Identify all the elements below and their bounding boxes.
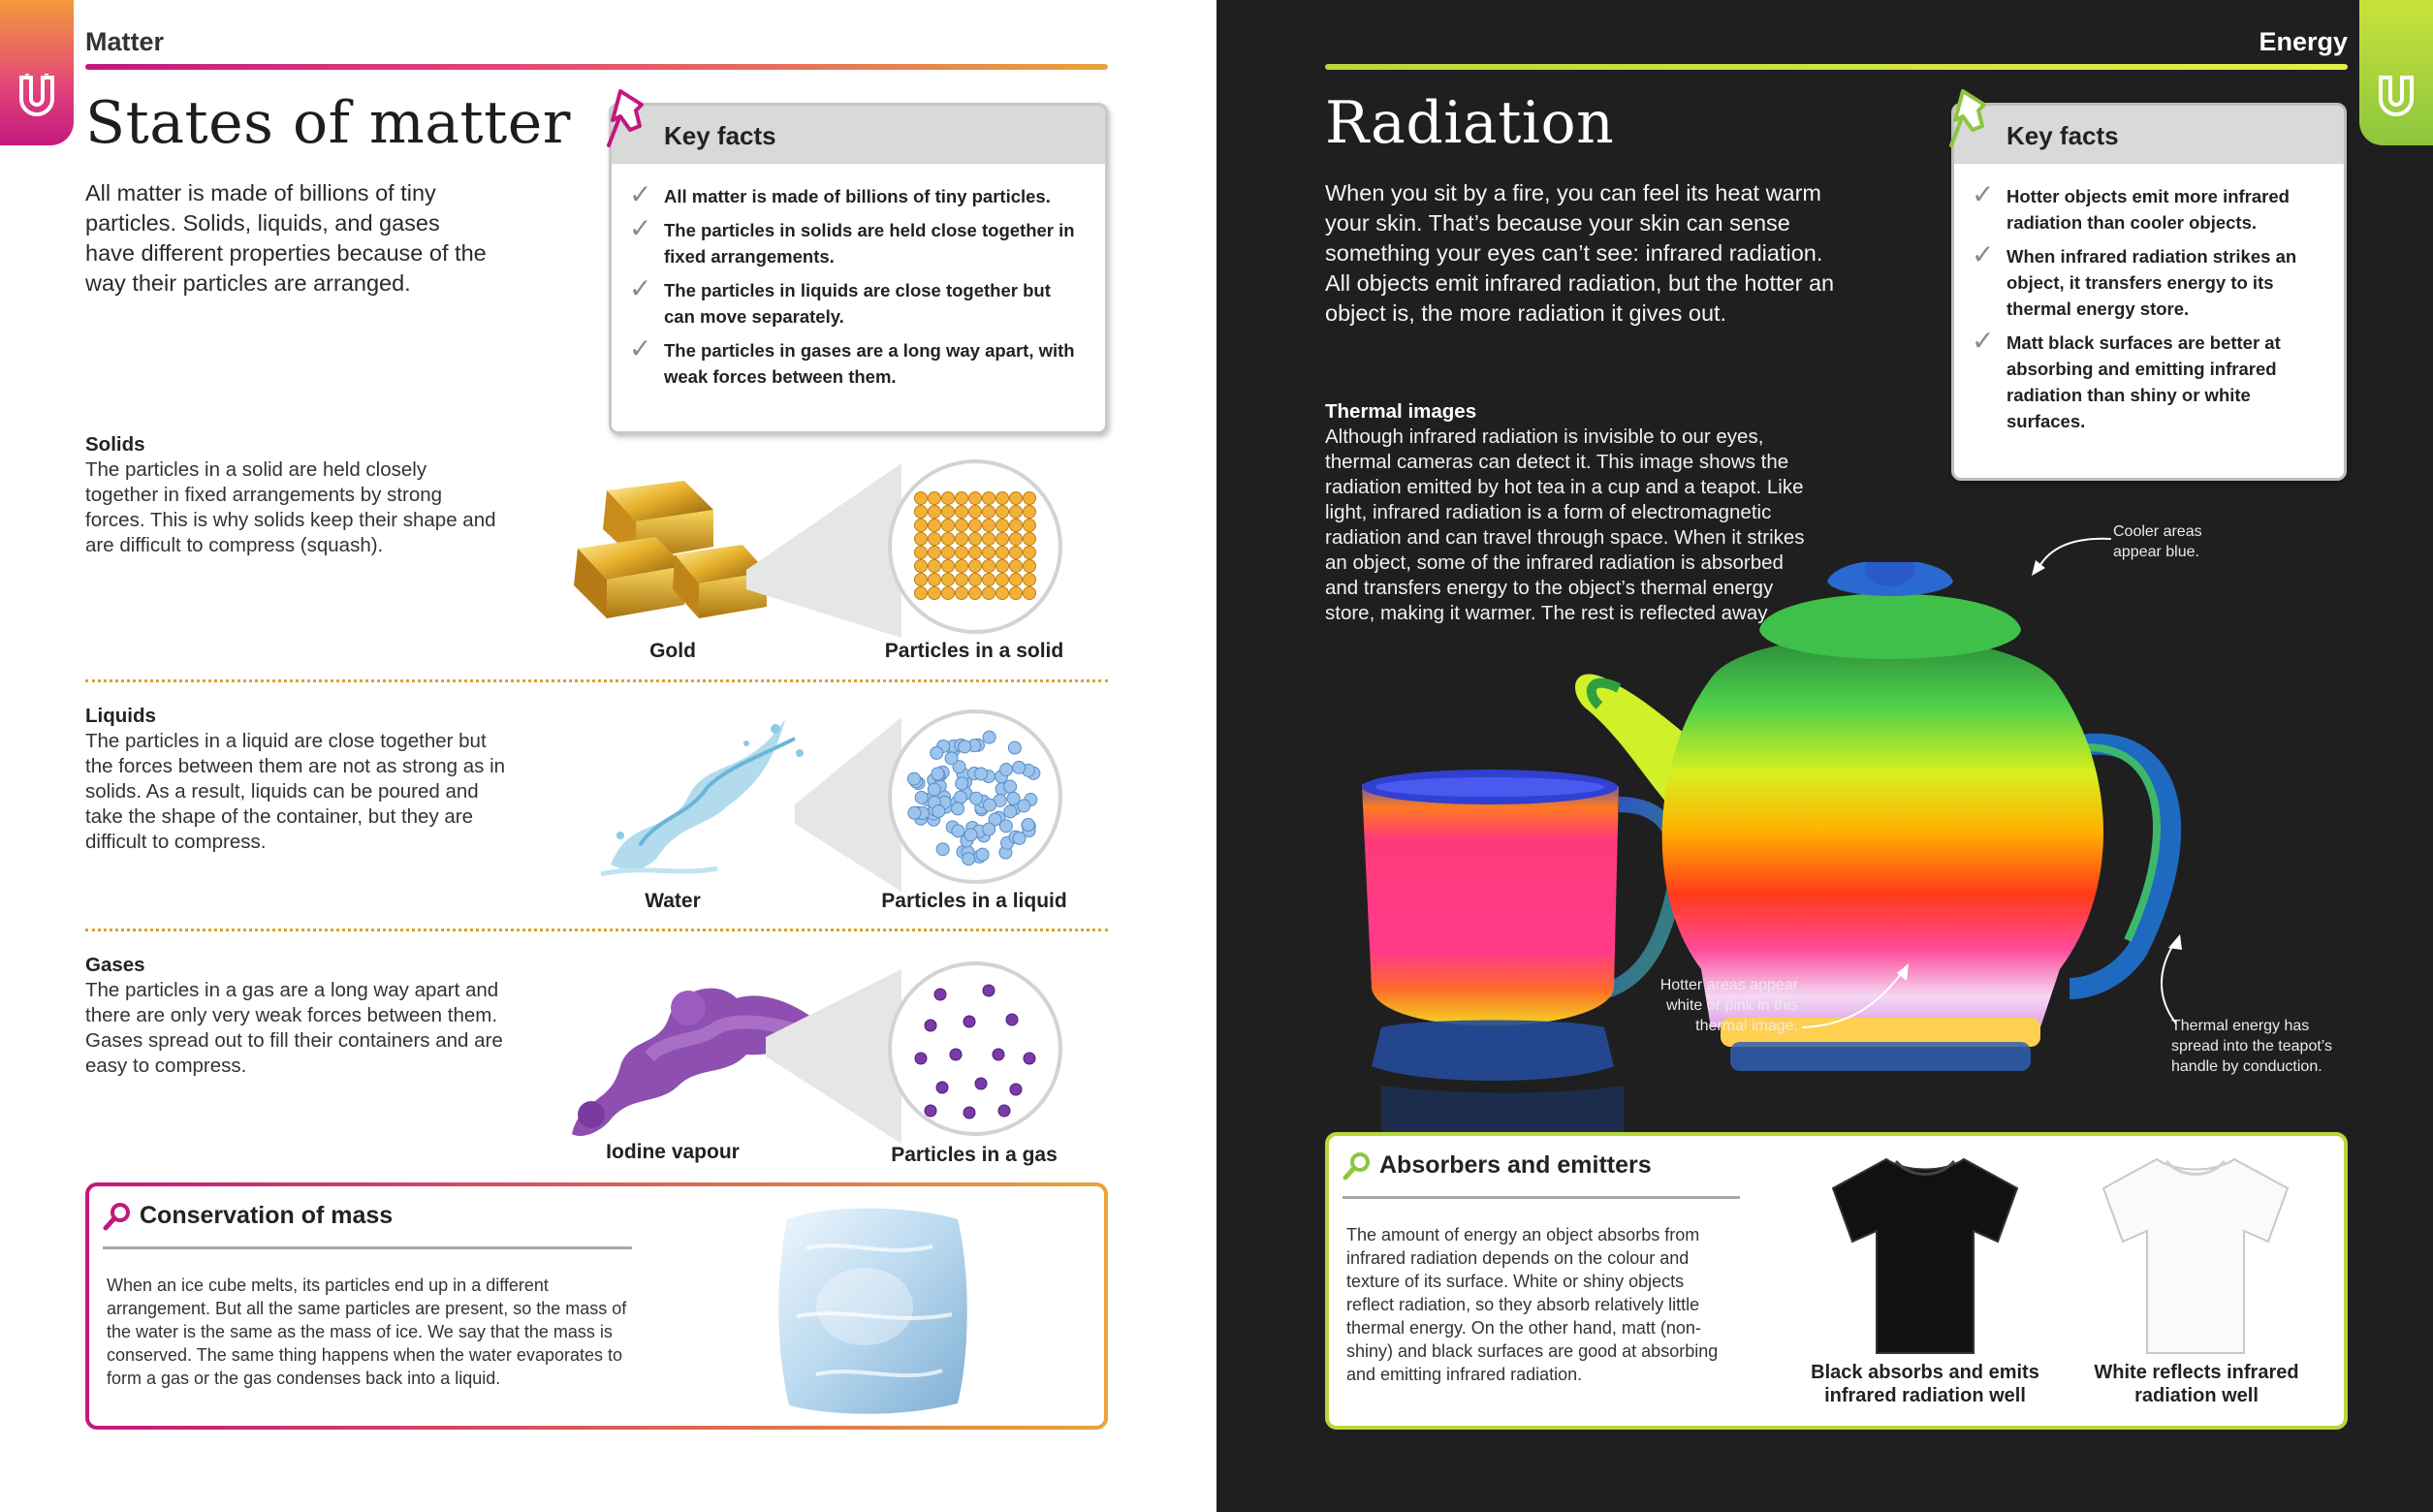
- particle: [996, 506, 1009, 519]
- particle: [1010, 492, 1023, 505]
- particle: [915, 492, 928, 505]
- particle: [998, 1105, 1010, 1117]
- particle: [964, 829, 977, 841]
- particle: [999, 820, 1012, 833]
- particle: [929, 492, 941, 505]
- magnet-icon: [16, 74, 58, 122]
- particle: [925, 1020, 936, 1031]
- particle: [969, 587, 982, 600]
- absorbers-box: [1325, 1132, 2348, 1430]
- particle: [956, 547, 968, 559]
- particle: [936, 1082, 948, 1093]
- key-facts-list: [612, 164, 1105, 390]
- particle: [1024, 1053, 1035, 1064]
- particle: [929, 547, 941, 559]
- white-tshirt-caption: White reflects infrared radiation well: [2094, 1362, 2299, 1406]
- section-label: Energy: [2259, 27, 2348, 56]
- handle-annotation: Thermal energy has spread into the teapot’s handle by conduction.: [2171, 1018, 2333, 1075]
- particle: [975, 768, 988, 780]
- absorbers-text: The amount of energy an object absorbs from infrared radiation depends on the colour and texture of its surface. White or shiny objects reflect radiation, so they absorb relatively little thermal energy. On the other hand, matt (non-shiny) and black surfaces are good at absorbing and emitting infrared radiation.: [1346, 1225, 1719, 1384]
- particle: [970, 792, 983, 804]
- particle: [969, 492, 982, 505]
- particle: [983, 506, 995, 519]
- particle: [1024, 492, 1036, 505]
- magnify-cone: [795, 717, 901, 892]
- particle: [932, 805, 945, 818]
- check-icon: ✓: [629, 213, 652, 243]
- particle: [1004, 805, 1017, 818]
- black-tshirt-caption: Black absorbs and emits infrared radiation well: [1811, 1362, 2039, 1406]
- particle: [1010, 506, 1023, 519]
- particle: [1024, 574, 1036, 586]
- white-tshirt-image: [2089, 1150, 2302, 1363]
- particle: [969, 574, 982, 586]
- particle: [1010, 1084, 1022, 1095]
- particle: [915, 520, 928, 532]
- black-tshirt-image: [1818, 1150, 2032, 1363]
- particle: [908, 806, 921, 819]
- gases-heading: Gases: [85, 954, 145, 976]
- solid-particles-caption: Particles in a solid: [884, 640, 1064, 662]
- particle: [969, 533, 982, 546]
- gold-caption: Gold: [649, 640, 696, 662]
- particle: [959, 740, 971, 753]
- particle: [976, 848, 989, 861]
- page-title: Radiation: [1325, 89, 1615, 157]
- conservation-rule: [103, 1246, 632, 1249]
- liquids-heading: Liquids: [85, 705, 156, 727]
- particle: [1024, 520, 1036, 532]
- particle: [1024, 560, 1036, 573]
- particle: [932, 768, 944, 780]
- particle: [942, 506, 955, 519]
- particle: [1010, 533, 1023, 546]
- intro-text: All matter is made of billions of tiny particles. Solids, liquids, and gases have different properties because of the way their particles are arranged.: [85, 180, 487, 296]
- page-title: States of matter: [85, 89, 571, 157]
- particle: [983, 731, 995, 743]
- particle: [934, 989, 946, 1000]
- particle: [969, 520, 982, 532]
- particle: [983, 985, 995, 996]
- particle: [956, 560, 968, 573]
- particle: [1024, 547, 1036, 559]
- thermal-heading: Thermal images: [1325, 400, 1477, 423]
- particle: [983, 492, 995, 505]
- gold-bars-image: [568, 471, 772, 626]
- particle: [945, 752, 958, 765]
- particle: [996, 560, 1009, 573]
- arrow-icon: [1798, 960, 1914, 1037]
- particle: [928, 783, 940, 796]
- particle: [929, 506, 941, 519]
- particle: [942, 547, 955, 559]
- particle: [954, 791, 966, 803]
- absorbers-heading: Absorbers and emitters: [1379, 1151, 1652, 1179]
- particle: [956, 574, 968, 586]
- particle: [1022, 818, 1034, 831]
- particle: [1010, 520, 1023, 532]
- particle: [942, 520, 955, 532]
- particle: [1024, 506, 1036, 519]
- particle: [1006, 1014, 1018, 1025]
- particle: [1010, 587, 1023, 600]
- particle: [942, 492, 955, 505]
- key-fact-item: ✓ The particles in solids are held close together in fixed arrangements.: [629, 213, 1075, 267]
- particle: [983, 574, 995, 586]
- key-facts-box: [609, 103, 1108, 434]
- particle: [1013, 761, 1026, 773]
- check-icon: ✓: [629, 333, 652, 363]
- ice-cube-image: [768, 1200, 975, 1419]
- magnify-cone: [766, 969, 901, 1144]
- magnet-icon: [2375, 74, 2417, 122]
- iodine-caption: Iodine vapour: [606, 1141, 740, 1163]
- water-splash-image: [591, 700, 814, 884]
- magnifier-icon: [1343, 1151, 1372, 1181]
- pushpin-icon: [1945, 83, 2000, 151]
- particle: [1024, 533, 1036, 546]
- solids-text: The particles in a solid are held closely together in fixed arrangements by strong forces. This is why solids keep their shape and are difficult to compress (squash).: [85, 458, 496, 556]
- particle: [929, 533, 941, 546]
- check-icon: ✓: [1972, 179, 1995, 209]
- particle: [942, 533, 955, 546]
- liquid-particles: [892, 713, 1059, 880]
- particle: [975, 1078, 987, 1089]
- particle: [929, 587, 941, 600]
- check-icon: ✓: [629, 179, 652, 209]
- particle: [964, 1107, 975, 1118]
- particle: [983, 547, 995, 559]
- particle: [969, 560, 982, 573]
- particle: [915, 560, 928, 573]
- particle: [996, 574, 1009, 586]
- particle: [956, 587, 968, 600]
- intro-text: When you sit by a fire, you can feel its heat warm your skin. That’s because your skin can sense something your eyes can’t see: infrared radiation. All objects emit infrared radiation, but the hotter an object is, the more radiation it gives out.: [1325, 180, 1835, 326]
- particle: [952, 803, 964, 815]
- particle: [983, 533, 995, 546]
- particle: [983, 587, 995, 600]
- divider: [85, 679, 1108, 682]
- particle: [942, 574, 955, 586]
- particle: [929, 574, 941, 586]
- particle: [915, 547, 928, 559]
- water-caption: Water: [645, 890, 701, 912]
- magnify-cone: [746, 463, 901, 638]
- right-page: [1216, 0, 2433, 1512]
- cooler-annotation: Cooler areas appear blue.: [2113, 523, 2202, 560]
- particle: [925, 1105, 936, 1117]
- particle: [963, 853, 975, 866]
- header-rule: [85, 64, 1108, 70]
- section-label: Matter: [85, 27, 165, 56]
- arrow-icon: [2026, 531, 2115, 580]
- particle: [996, 547, 1009, 559]
- particle: [993, 1049, 1004, 1060]
- liquids-text: The particles in a liquid are close together but the forces between them are not as strong as in solids. As a result, liquids can be poured and take the shape of the container, but they are difficult to compress.: [85, 730, 506, 853]
- left-page: [0, 0, 1216, 1512]
- particle: [969, 506, 982, 519]
- particle: [952, 825, 964, 837]
- solid-particles: [892, 463, 1059, 630]
- particle: [1000, 764, 1013, 776]
- particle: [956, 533, 968, 546]
- key-fact-item: ✓ The particles in gases are a long way apart, with weak forces between them.: [629, 333, 1075, 387]
- particle: [950, 1049, 962, 1060]
- particle: [929, 520, 941, 532]
- key-facts-heading: Key facts: [612, 106, 1105, 164]
- particle: [996, 492, 1009, 505]
- particle: [1010, 547, 1023, 559]
- particle: [942, 587, 955, 600]
- gas-particles-circle: [888, 961, 1062, 1136]
- energy-tab: [2359, 0, 2433, 145]
- key-facts-box: [1951, 103, 2347, 481]
- absorbers-rule: [1343, 1196, 1740, 1199]
- particle: [1013, 832, 1026, 844]
- particle: [956, 492, 968, 505]
- key-facts-list: [1954, 164, 2344, 434]
- particle: [907, 772, 920, 785]
- check-icon: ✓: [629, 273, 652, 303]
- particle: [1024, 587, 1036, 600]
- particle: [1010, 574, 1023, 586]
- particle: [956, 777, 968, 790]
- pushpin-icon: [603, 83, 657, 151]
- solids-heading: Solids: [85, 433, 145, 456]
- particle: [996, 520, 1009, 532]
- key-facts-heading: Key facts: [1954, 106, 2344, 164]
- particle: [983, 520, 995, 532]
- matter-tab: [0, 0, 74, 145]
- gases-text: The particles in a gas are a long way apart and there are only very weak forces between them. Gases spread out to fill their containers and are easy to compress.: [85, 979, 503, 1077]
- key-fact-item: ✓ When infrared radiation strikes an object, it transfers energy to its thermal energy store.: [1972, 239, 2297, 319]
- particle: [915, 791, 928, 803]
- particle: [915, 506, 928, 519]
- solid-particles-circle: [888, 459, 1062, 634]
- liquid-particles-caption: Particles in a liquid: [881, 890, 1067, 912]
- key-fact-item: ✓ Hotter objects emit more infrared radiation than cooler objects.: [1972, 179, 2290, 233]
- particle: [983, 799, 995, 811]
- magnifier-icon: [103, 1202, 132, 1231]
- particle: [915, 533, 928, 546]
- key-fact-item: ✓ The particles in liquids are close together but can move separately.: [629, 273, 1051, 327]
- particle: [956, 520, 968, 532]
- conservation-box: [85, 1182, 1108, 1430]
- particle: [996, 533, 1009, 546]
- particle: [1010, 560, 1023, 573]
- check-icon: ✓: [1972, 326, 1995, 356]
- particle: [1004, 780, 1017, 793]
- particle: [1018, 800, 1030, 812]
- thermal-text: Although infrared radiation is invisible to our eyes, thermal cameras can detect it. This image shows the radiation emitted by hot tea in a cup and a teapot. Like light, infrared radiation is a form of electromagnetic radiation and can travel through space. When it strikes an object, some of the infrared radiation is absorbed and transfers energy to the object’s thermal energy store, making it warmer. The rest is reflected away.: [1325, 425, 1805, 624]
- hotter-annotation: Hotter areas appear white or pink in this thermal image.: [1659, 977, 1798, 1034]
- liquid-particles-circle: [888, 709, 1062, 884]
- particle: [915, 1053, 927, 1064]
- divider: [85, 929, 1108, 931]
- key-fact-item: ✓ Matt black surfaces are better at absorbing and emitting infrared radiation than shiny or white surfaces.: [1972, 326, 2281, 431]
- key-fact-item: ✓ All matter is made of billions of tiny particles.: [629, 179, 1051, 209]
- gas-particles-caption: Particles in a gas: [891, 1144, 1058, 1166]
- particle: [983, 823, 995, 835]
- particle: [915, 574, 928, 586]
- particle: [929, 560, 941, 573]
- arrow-icon: [2147, 930, 2205, 1027]
- particle: [936, 843, 949, 856]
- particle: [969, 547, 982, 559]
- particle: [1008, 741, 1021, 754]
- particle: [915, 587, 928, 600]
- header-rule: [1325, 64, 2348, 70]
- conservation-text: When an ice cube melts, its particles end up in a different arrangement. But all the same particles are present, so the mass of the water is the same as the mass of ice. We say that the mass is conserved. The same thing happens when the water evaporates to form a gas or the gas condenses back into a liquid.: [107, 1276, 627, 1388]
- particle: [942, 560, 955, 573]
- gas-particles: [892, 965, 1059, 1132]
- particle: [964, 1016, 975, 1027]
- particle: [983, 560, 995, 573]
- check-icon: ✓: [1972, 239, 1995, 269]
- particle: [931, 746, 943, 759]
- conservation-heading: Conservation of mass: [140, 1202, 394, 1229]
- particle: [956, 506, 968, 519]
- particle: [996, 587, 1009, 600]
